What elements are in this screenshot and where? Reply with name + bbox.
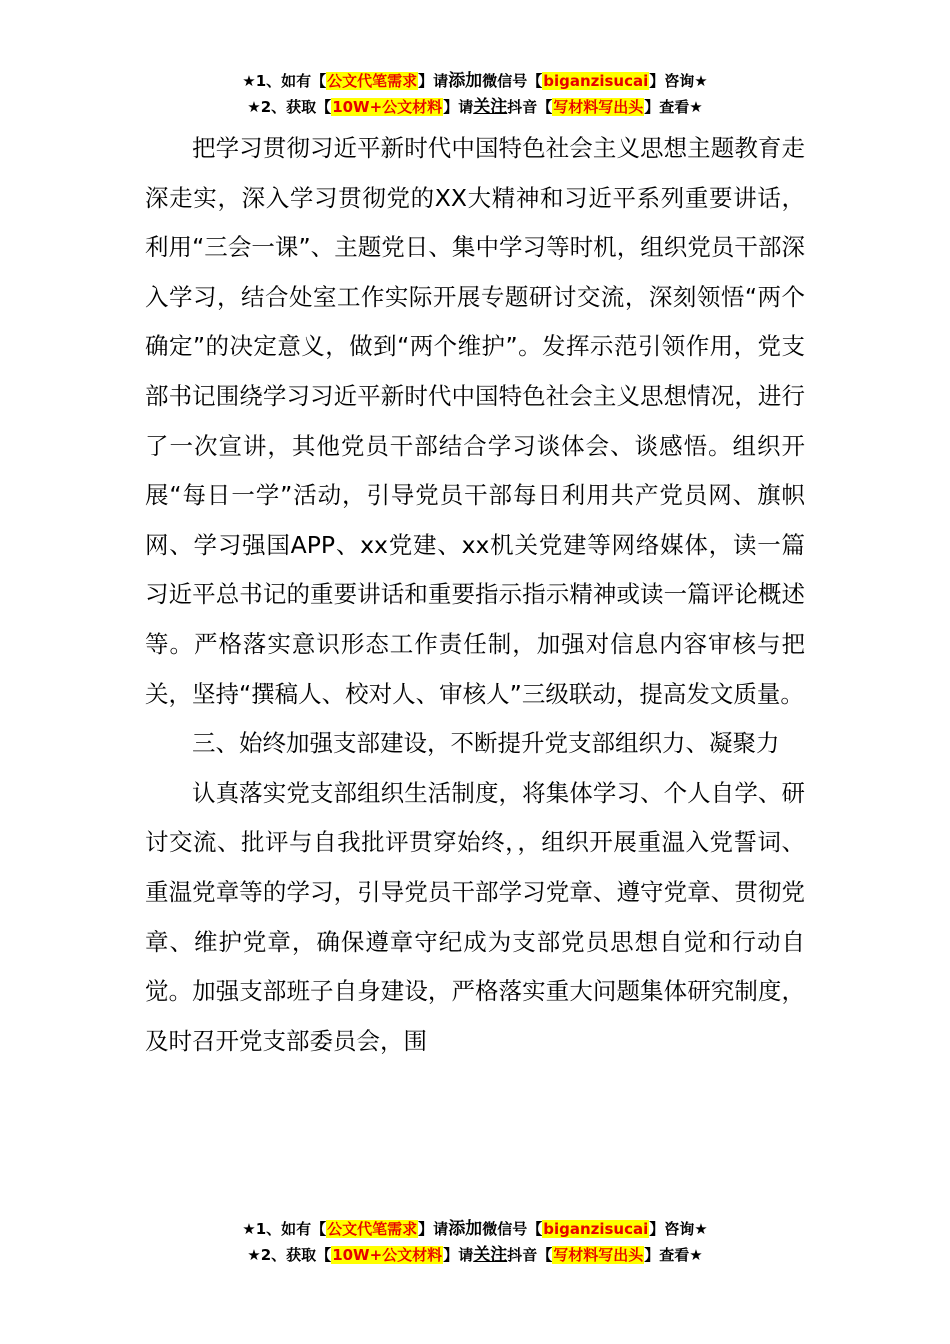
banner-emphasis: 关注: [473, 97, 508, 117]
banner-text: ★2、获取【: [247, 1246, 332, 1264]
banner-line-2: [0, 1242, 950, 1268]
banner-text: ★1、如有【: [242, 72, 327, 90]
banner-text: 抖音【: [507, 1246, 553, 1264]
banner-highlight: 10W+公文材料: [332, 1246, 443, 1264]
banner-line-1: [0, 1216, 950, 1242]
banner-text: 微信号【: [482, 72, 543, 90]
banner-text: 】咨询★: [649, 1220, 708, 1238]
banner-highlight: 写材料写出头: [553, 98, 644, 116]
document-body: [145, 124, 805, 1066]
banner-text: 】咨询★: [649, 72, 708, 90]
banner-text: ★2、获取【: [247, 98, 332, 116]
banner-highlight: 写材料写出头: [553, 1246, 644, 1264]
banner-text: 微信号【: [482, 1220, 543, 1238]
banner-text: 】查看★: [644, 1246, 703, 1264]
banner-emphasis: 关注: [473, 1245, 508, 1265]
banner-text: 抖音【: [507, 98, 553, 116]
banner-text: 】请: [418, 1220, 449, 1238]
banner-text: 】请: [418, 72, 449, 90]
banner-text: ★1、如有【: [242, 1220, 327, 1238]
paragraph: 把学习贯彻习近平新时代中国特色社会主义思想主题教育走深走实，深入学习贯彻党的XX大精神和习近平系列重要讲话，利用“三会一课”、主题党日、集中学习等时机，组织党员干部深入学习，结合处室工作实际开展专题研讨交流，深刻领悟“两个确定”的决定意义，做到“两个维护”。发挥示范引领作用，党支部书记围绕学习习近平新时代中国特色社会主义思想情况，进行了一次宣讲，其他党员干部结合学习谈体会、谈感悟。组织开展“每日一学”活动，引导党员干部每日利用共产党员网、旗帜网、学习强国APP、xx党建、xx机关党建等网络媒体，读一篇习近平总书记的重要讲话和重要指示指示精神或读一篇评论概述等。严格落实意识形态工作责任制，加强对信息内容审核与把关，坚持“撰稿人、校对人、审核人”三级联动，提高发文质量。: [145, 134, 805, 708]
banner-line-1: [0, 68, 950, 94]
section-heading: 三、始终加强支部建设，不断提升党支部组织力、凝聚力: [192, 729, 780, 758]
banner-highlight: biganzisucai: [543, 1220, 649, 1238]
banner-highlight: biganzisucai: [543, 72, 649, 90]
paragraph: 认真落实党支部组织生活制度，将集体学习、个人自学、研讨交流、批评与自我批评贯穿始终，，组织开展重温入党誓词、重温党章等的学习，引导党员干部学习党章、遵守党章、贯彻党章、维护党章，确保遵章守纪成为支部党员思想自觉和行动自觉。加强支部班子自身建设，严格落实重大问题集体研究制度，及时召开党支部委员会，围: [145, 778, 805, 1055]
banner-text: 】查看★: [644, 98, 703, 116]
banner-highlight: 10W+公文材料: [332, 98, 443, 116]
banner-text: 】请: [443, 98, 474, 116]
banner-text: 】请: [443, 1246, 474, 1264]
banner-emphasis: 添加: [448, 71, 483, 91]
banner-highlight: 公文代笔需求: [327, 1220, 418, 1238]
footer-banner: [0, 1216, 950, 1268]
header-banner: [0, 68, 950, 120]
banner-emphasis: 添加: [448, 1219, 483, 1239]
banner-highlight: 公文代笔需求: [327, 72, 418, 90]
banner-line-2: [0, 94, 950, 120]
